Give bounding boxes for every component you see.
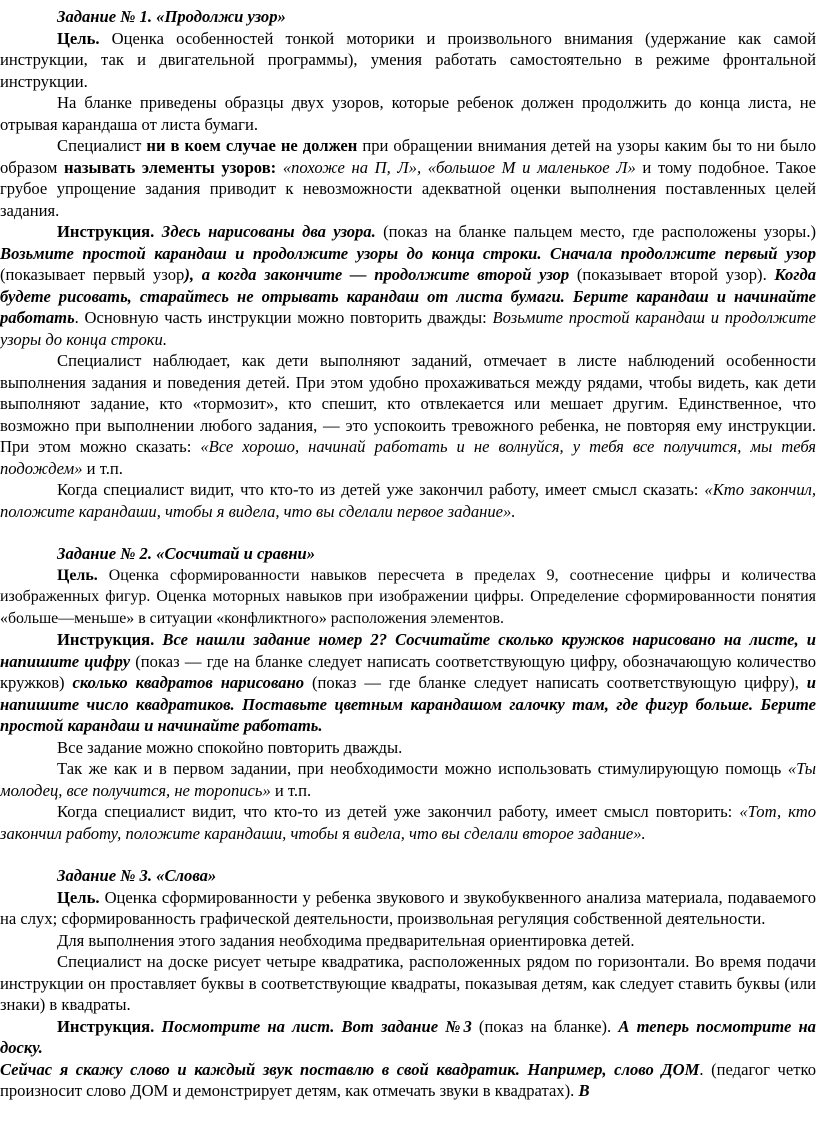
- task1-instruction: [0, 221, 816, 350]
- text-run: при обращении внимания детей на узоры каким бы то ни было образом: [0, 136, 816, 177]
- task1-title: Задание № 1. «Продолжи узор»: [57, 7, 286, 26]
- text-run-bold-italic: Посмотрите на лист. Вот задание №3: [154, 1016, 472, 1036]
- text-run: Так же как и в первом задании, при необходимости можно использовать стимулирующую помощь: [57, 759, 788, 778]
- text-run-bold: ни в коем случае не должен: [146, 136, 358, 155]
- task3-paragraph-2: Для выполнения этого задания необходима предварительная ориентировка детей.: [57, 930, 635, 950]
- text-run-italic: Возьмите простой карандаш и продолжите узоры до конца строки.: [0, 308, 816, 349]
- task2-goal-text: Оценка сформированности навыков пересчета в пределах 9, соотнесение цифры и количества изображенных фигур. Оценка моторных навыков при изображении цифры. Определение сформированности понятия «больше—меньше» в ситуации «конфликтного» расположения элементов.: [0, 566, 816, 627]
- task1-goal-label: Цель.: [57, 28, 100, 48]
- task3-goal: [0, 887, 816, 930]
- task1-paragraph-6: [0, 479, 816, 522]
- text-run-bold-italic: Когда будете рисовать, старайтесь не отрывать карандаш от листа бумаги. Берите карандаш и начинайте работать: [0, 265, 816, 327]
- text-run-bold-italic: Здесь нарисованы два узора.: [154, 222, 376, 241]
- task2-goal-label: Цель.: [57, 566, 98, 584]
- instruction-label: Инструкция.: [57, 630, 155, 649]
- text-run: . Основную часть инструкции можно повторить дважды:: [74, 308, 493, 327]
- text-run: и тому подобное. Такое грубое упрощение задания приводит к невозможности адекватной оценки выполнения поставленных целей задания.: [0, 157, 816, 220]
- text-run-bold-italic: сколько квадратов нарисовано: [72, 673, 305, 692]
- task1-paragraph-2: На бланке приведены образцы двух узоров, которые ребенок должен продолжить до конца листа, не отрывая карандаша от листа бумаги.: [0, 93, 816, 134]
- text-run-bold-italic: А теперь посмотрите на доску.: [0, 1016, 816, 1057]
- section-gap: [0, 844, 816, 865]
- text-run-bold-italic: Сейчас я скажу слово и каждый звук поставлю в свой квадратик. Например, слово ДОМ: [0, 1059, 700, 1079]
- text-run: (показывает первый узор: [0, 265, 185, 284]
- text-run: Когда специалист видит, что кто-то из детей уже закончил работу, имеет смысл сказать:: [57, 480, 705, 499]
- document-page: [0, 6, 816, 1102]
- text-run: (показ — где на бланке следует написать соответствующую цифру, обозначающую количество кружков): [0, 651, 816, 692]
- task1-paragraph-3: [0, 135, 816, 221]
- text-run: и т.п.: [82, 458, 123, 478]
- text-run: Специалист наблюдает, как дети выполняют заданий, отмечает в листе наблюдений особенности выполнения задания и поведения детей. При этом удобно прохаживаться между рядами, чтобы видеть, как дети выполняют задание, кто «тормозит», кто спешит, кто отвлекается или мешает другим. Единственное, что возможно при выполнении любого задания, — это успокоить тревожного ребенка, не повторяя ему инструкции. При этом можно сказать:: [0, 351, 816, 456]
- task3-title: Задание № 3. «Слова»: [57, 866, 217, 885]
- task3-goal-label: Цель.: [57, 887, 100, 907]
- text-run: я: [338, 823, 354, 843]
- task2-instruction: [0, 629, 816, 737]
- text-run-bold-italic: Все нашли задание номер 2? Сосчитайте сколько кружков нарисовано на листе, и напишите цифру: [0, 630, 816, 671]
- task1-goal-text: Оценка особенностей тонкой моторики и произвольного внимания (удержание как самой инструкции, так и двигательной программы), умения работать самостоятельно в режиме фронтальной инструкции.: [0, 28, 816, 91]
- instruction-label: Инструкция.: [57, 222, 155, 241]
- text-run-italic: видела, что вы сделали второе задание».: [353, 823, 646, 843]
- task3-goal-text: Оценка сформированности у ребенка звукового и звукобуквенного анализа материала, подаваемого на слух; сформированность графической деятельности, произвольная регуляция собственной деятельности.: [0, 887, 816, 928]
- text-run-bold-italic: Возьмите простой карандаш и продолжите узоры до конца строки. Сначала продолжите первый узор: [0, 243, 816, 263]
- text-run-italic: «Ты молодец, все получится, не торопись»: [0, 759, 816, 800]
- text-run-bold: называть элементы узоров:: [64, 157, 277, 177]
- text-run-bold-italic: ), а когда закончите — продолжите второй узор: [184, 265, 570, 284]
- task3-instruction: [0, 1016, 816, 1059]
- text-run-bold-italic: и напишите число квадратиков. Поставьте цветным карандашом галочку там, где фигур больше. Берите простой карандаш и начинайте работать.: [0, 673, 816, 735]
- text-run-italic: «Все хорошо, начинай работать и не волнуйся, у тебя все получится, мы тебя подождем»: [0, 437, 816, 478]
- text-run: (показывает второй узор).: [569, 265, 775, 284]
- text-run: (показ — где бланке следует написать соответствующую цифру),: [304, 673, 807, 692]
- task3-paragraph-5: [0, 1059, 816, 1102]
- text-run: (показ на бланке).: [471, 1016, 619, 1036]
- task1-goal: [0, 28, 816, 93]
- text-run: и т.п.: [270, 780, 312, 800]
- text-run-bold-italic: В: [578, 1081, 590, 1100]
- text-run-italic: «Кто закончил, положите карандаши, чтобы я видела, что вы сделали первое задание».: [0, 480, 816, 521]
- text-run-italic: «Тот, кто закончил работу, положите карандаши, чтобы: [0, 802, 816, 843]
- instruction-label: Инструкция.: [57, 1016, 155, 1036]
- section-gap: [0, 522, 816, 543]
- task2-goal: [0, 565, 816, 630]
- text-run: (показ на бланке пальцем место, где расположены узоры.): [375, 222, 816, 241]
- task2-title: Задание № 2. «Сосчитай и сравни»: [57, 544, 316, 563]
- task2-paragraph-3: Все задание можно спокойно повторить дважды.: [57, 737, 403, 757]
- task2-paragraph-5: [0, 801, 816, 844]
- text-run: Когда специалист видит, что кто-то из детей уже закончил работу, имеет смысл повторить:: [57, 802, 740, 821]
- task3-paragraph-3: Специалист на доске рисует четыре квадратика, расположенных рядом по горизонтали. Во время подачи инструкции он проставляет буквы в соответствующие квадраты, показывая детям, как следует ставить буквы (или знаки) в квадраты.: [0, 952, 816, 1014]
- text-run-italic: «похоже на П, Л», «большое М и маленькое Л»: [276, 157, 636, 177]
- task1-paragraph-5: [0, 350, 816, 479]
- text-run: Специалист: [57, 136, 147, 155]
- text-run: . (педагог четко произносит слово ДОМ и демонстрирует детям, как отмечать звуки в квадратах).: [0, 1059, 816, 1100]
- task2-paragraph-4: [0, 758, 816, 801]
